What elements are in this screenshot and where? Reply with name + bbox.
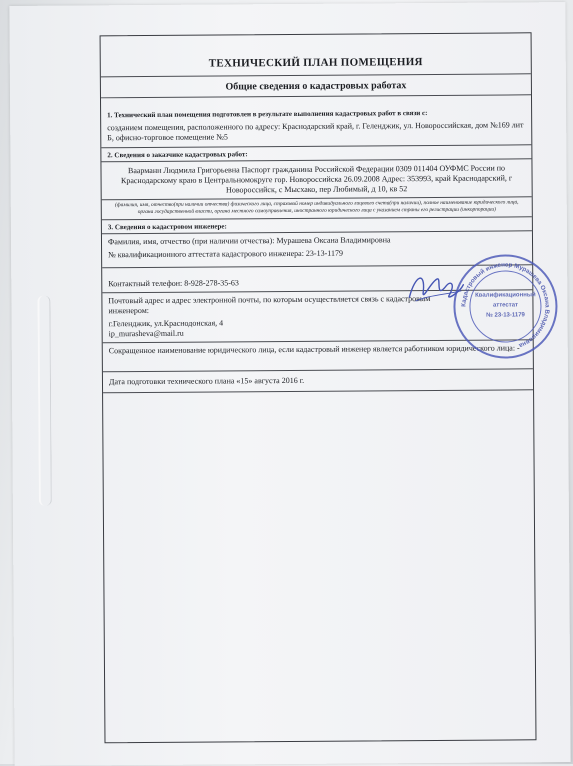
paper-fold-crease [37, 296, 51, 506]
seal-inner-number: № 23-13-1179 [486, 312, 525, 319]
engineer-email: ip_murasheva@mail.ru [108, 328, 184, 338]
engineer-seal [453, 254, 558, 359]
section-2-text: Ваарманн Людмила Григорьевна Паспорт гражданина Российской Федерации 0309 011404 ОУФМС России по Краснодарскому краю в Центральномокруге гор. Новороссийска 26.09.2008 Адрес: 353993, край Краснодарский, г Новороссийск, с Мысхако, пер Любимый, д 10, кв 52 [120, 163, 513, 195]
section-1 [101, 95, 531, 148]
postal-address: г.Геленджик, ул.Краснодонская, 4 [108, 317, 224, 328]
section-2-body-row [101, 159, 531, 200]
org-line: Сокращенное наименование юридического лица, если кадастровый инженер является работником юридического лица: - [108, 342, 520, 355]
seal-inner-mid: аттестат [492, 302, 518, 309]
engineer-certificate: № квалификационного аттестата кадастрового инженера: 23-13-1179 [108, 248, 343, 259]
section-2-heading: 2. Сведения о заказчике кадастровых работ: [107, 150, 248, 160]
document-title: ТЕХНИЧЕСКИЙ ПЛАН ПОМЕЩЕНИЯ [208, 56, 423, 70]
seal-outer-text: Кадастровый инженер Мурашева Оксана Владимировна [460, 261, 551, 349]
paper-sheet [9, 2, 570, 766]
section-1-text: созданием помещения, расположенного по адресу: Краснодарский край, г. Геленджик, ул. Новороссийская, дом №169 лит Б, офисно-торговое помещение №5 [107, 120, 524, 143]
section-1-heading: 1. Технический план помещения подготовлен в результате выполнения кадастровых работ в связи с: [107, 109, 428, 120]
engineer-phone: Контактный телефон: 8-928-278-35-63 [108, 277, 239, 288]
document-subtitle: Общие сведения о кадастровых работах [101, 73, 531, 98]
section-2-note: (фамилия, имя, отчество(при наличии отчества) физического лица, страховой номер индивидуального лицевого счета(при наличии), полное наименование юридического лица, органа государственной власти, органа местного самоуправления, иностранного юридического лица с указанием страны его регистрации (инкорпорации) [114, 199, 519, 215]
section-3-heading: 3. Сведения о кадастровом инженере: [107, 221, 227, 231]
document-frame [100, 32, 537, 743]
seal-inner-top: Квалификационный [475, 292, 536, 299]
preparation-date: Дата подготовки технического плана «15» августа 2016 г. [108, 375, 305, 386]
engineer-name: Фамилия, имя, отчество (при наличии отчества): Мурашева Оксана Владимировна [107, 234, 391, 246]
date-row [103, 369, 533, 393]
postal-heading: Почтовый адрес и адрес электронной почты, по которым осуществляется связь с кадастровым инженером: [108, 293, 431, 315]
